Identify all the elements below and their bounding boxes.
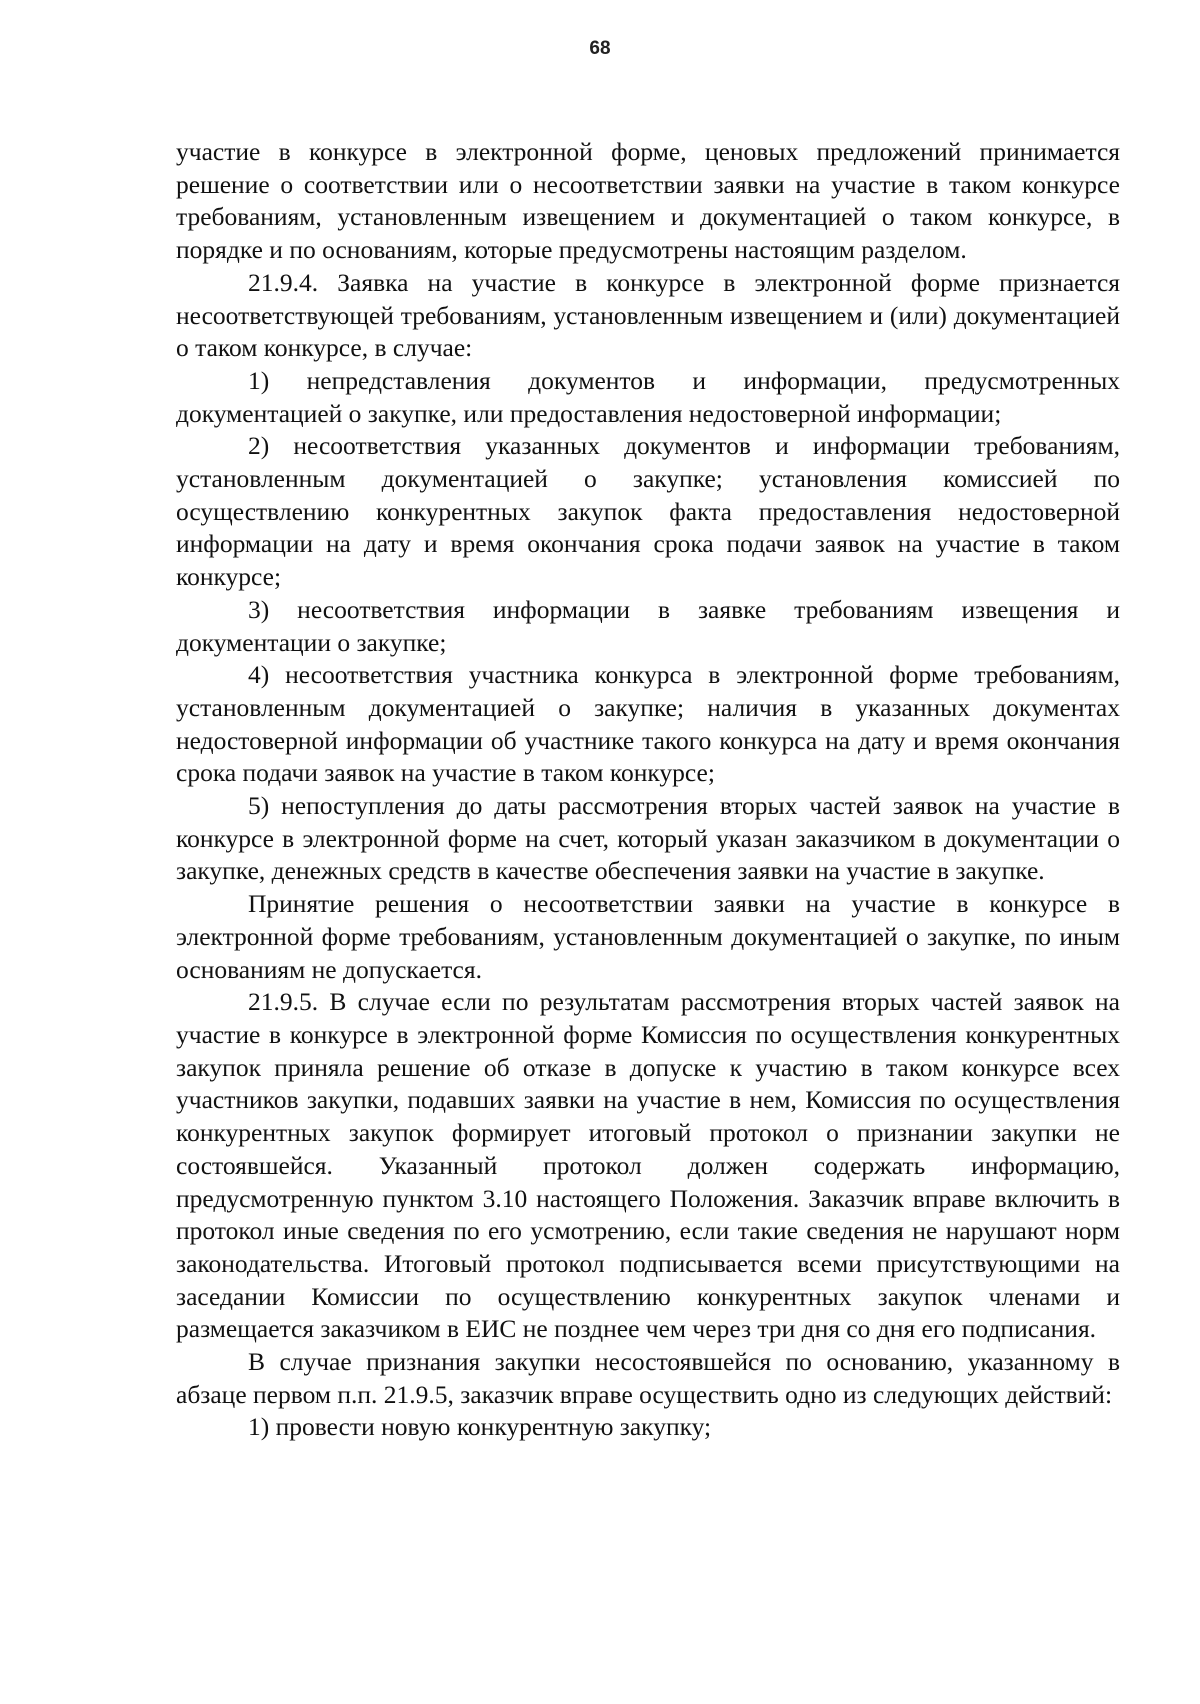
- paragraph-failed-procurement: В случае признания закупки несостоявшейся по основанию, указанному в абзаце первом п.п. 21.9.5, заказчик вправе осуществить одно из следующих действий:: [176, 1347, 1120, 1409]
- list-item-5: 5) непоступления до даты рассмотрения вторых частей заявок на участие в конкурсе в электронной форме на счет, который указан заказчиком в документации о закупке, денежных средств в качестве обеспечения заявки на участие в закупке.: [176, 791, 1120, 886]
- list-item-3: 3) несоответствия информации в заявке требованиям извещения и документации о закупке;: [176, 594, 1120, 657]
- page-number: 68: [589, 38, 611, 59]
- paragraph-clause-21-9-4: 21.9.4. Заявка на участие в конкурсе в электронной форме признается несоответствующей требованиям, установленным извещением и (или) документацией о таком конкурсе, в случае:: [176, 267, 1120, 363]
- paragraph-decision: Принятие решения о несоответствии заявки на участие в конкурсе в электронной форме требованиям, установленным документацией о закупке, по иным основаниям не допускается.: [176, 889, 1120, 984]
- list-item-2: 2) несоответствия указанных документов и информации требованиям, установленным документацией о закупке; установления комиссией по осуществлению конкурентных закупок факта предоставления недостоверной информации на дату и время окончания срока подачи заявок на участие в таком конкурсе;: [176, 431, 1120, 592]
- list-item-4: 4) несоответствия участника конкурса в электронной форме требованиям, установленным документацией о закупке; наличия в указанных документах недостоверной информации об участнике такого конкурса на дату и время окончания срока подачи заявок на участие в таком конкурсе;: [176, 660, 1120, 788]
- paragraph-clause-21-9-5: 21.9.5. В случае если по результатам рассмотрения вторых частей заявок на участие в конкурсе в электронной форме Комиссия по осуществления конкурентных закупок приняла решение об отказе в допуске к участию в таком конкурсе всех участников закупки, подавших заявки на участие в нем, Комиссия по осуществления конкурентных закупок формирует итоговый протокол о признании закупки не состоявшейся. Указанный протокол должен содержать информацию, предусмотренную пунктом 3.10 настоящего Положения. Заказчик вправе включить в протокол иные сведения по его усмотрению, если такие сведения не нарушают норм законодательства. Итоговый протокол подписывается всеми присутствующими на заседании Комиссии по осуществлению конкурентных закупок членами и размещается заказчиком в ЕИС не позднее чем через три дня со дня его подписания.: [176, 987, 1120, 1344]
- list-item-1: 1) непредставления документов и информации, предусмотренных документацией о закупке, или предоставления недостоверной информации;: [176, 365, 1120, 428]
- document-body: [176, 136, 1120, 1444]
- paragraph-continuation: участие в конкурсе в электронной форме, ценовых предложений принимается решение о соответствии или о несоответствии заявки на участие в таком конкурсе требованиям, установленным извещением и документацией о таком конкурсе, в порядке и по основаниям, которые предусмотрены настоящим разделом.: [176, 137, 1120, 265]
- list-item-new-procurement: 1) провести новую конкурентную закупку;: [248, 1412, 712, 1442]
